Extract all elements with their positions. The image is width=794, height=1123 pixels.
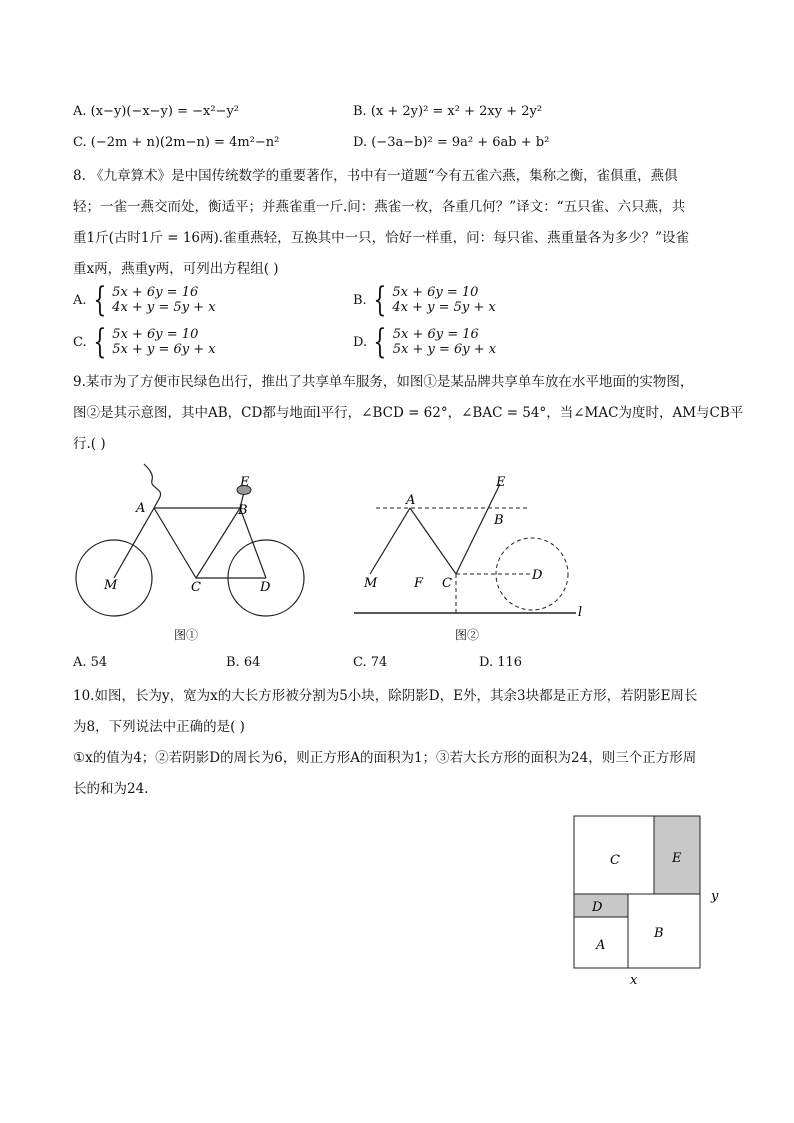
label-a: A: [406, 493, 416, 508]
q8-option-c: [73, 322, 216, 362]
segment-ce: [456, 484, 500, 574]
label-c: C: [442, 576, 452, 591]
label-m: M: [104, 578, 118, 593]
equation-2: 5x + y = 6y + x: [392, 342, 497, 357]
label-y: y: [711, 889, 719, 904]
label-e: E: [672, 851, 682, 866]
brace-symbol: {: [92, 280, 106, 320]
equation-1: 5x + 6y = 16: [392, 327, 479, 342]
equation-2: 5x + y = 6y + x: [112, 342, 216, 357]
q8-text-line4: 重x两，燕重y两，可列出方程组( ): [73, 261, 279, 277]
equation-1: 5x + 6y = 10: [112, 327, 199, 342]
q7-option-a: A. (x−y)(−x−y) = −x²−y²: [73, 104, 240, 119]
option-label: B.: [353, 292, 367, 308]
option-label: D.: [353, 334, 368, 350]
brace-symbol: {: [373, 280, 386, 320]
q8-option-d: [353, 322, 497, 362]
q9-option-b: B. 64: [226, 655, 261, 670]
label-a: A: [596, 938, 606, 953]
equation-1: 5x + 6y = 16: [112, 285, 199, 300]
label-l: l: [578, 605, 583, 620]
label-c: C: [610, 853, 620, 868]
frame-lines: [114, 508, 240, 578]
q8-text-line2: 轻；一雀一燕交而处，衡适平；并燕雀重一斤.问：燕雀一枚，各重几何？”译文：“五只雀、六只燕，共: [73, 199, 686, 215]
q7-option-c: C. (−2m + n)(2m−n) = 4m²−n²: [73, 135, 280, 150]
q7-option-d: D. (−3a−b)² = 9a² + 6ab + b²: [353, 135, 550, 150]
seat-post: [144, 464, 161, 508]
label-b: B: [238, 503, 248, 518]
q9-text-line1: 9.某市为了方便市民绿色出行，推出了共享单车服务，如图①是某品牌共享单车放在水平地面的实物图，: [73, 374, 694, 390]
q8-text-line3: 重1斤(古时1斤 = 16两).雀重燕轻，互换其中一只，恰好一样重，问：每只雀、燕重量各为多少？”设雀: [73, 230, 689, 246]
figure-2-schematic: [350, 470, 590, 620]
q10-text-line3: ①x的值为4；②若阴影D的周长为6，则正方形A的面积为1；③若大长方形的面积为24，则三个正方形周: [73, 750, 697, 766]
figure-1-caption: 图①: [174, 628, 199, 642]
label-c: C: [191, 580, 201, 595]
q8-option-a: [73, 280, 216, 320]
label-f: F: [414, 576, 424, 591]
option-label: A.: [73, 292, 87, 308]
q10-text-line4: 长的和为24.: [73, 781, 149, 797]
figure-2-caption: 图②: [455, 628, 480, 642]
q7-option-b: B. (x + 2y)² = x² + 2xy + 2y²: [353, 104, 543, 119]
label-d: D: [592, 900, 603, 915]
label-d: D: [532, 568, 543, 583]
q10-text-line2: 为8，下列说法中正确的是( ): [73, 719, 245, 735]
q9-option-c: C. 74: [353, 655, 388, 670]
label-e: E: [240, 475, 250, 490]
equation-1: 5x + 6y = 10: [392, 285, 479, 300]
fork: [240, 508, 266, 578]
q8-option-b: [353, 280, 496, 320]
brace-symbol: {: [373, 322, 387, 362]
q9-option-a: A. 54: [73, 655, 108, 670]
label-a: A: [136, 501, 146, 516]
brace-symbol: {: [92, 322, 106, 362]
q8-text-line1: 8. 《九章算术》是中国传统数学的重要著作，书中有一道题“今有五雀六燕，集称之衡，雀俱重，燕俱: [73, 168, 678, 184]
q10-text-line1: 10.如图，长为y，宽为x的大长方形被分割为5小块，除阴影D，E外，其余3块都是正方形，若阴影E周长: [73, 688, 698, 704]
figure-rectangle-partition: [566, 808, 736, 993]
segment-am: [370, 508, 410, 574]
label-d: D: [260, 580, 271, 595]
q9-text-line3: 行.( ): [73, 436, 106, 452]
label-e: E: [496, 475, 506, 490]
label-b: B: [654, 926, 664, 941]
q9-option-d: D. 116: [479, 655, 523, 670]
q9-text-line2: 图②是其示意图，其中AB，CD都与地面l平行，∠BCD = 62°，∠BAC = 54°，当∠MAC为度时，AM与CB平: [73, 405, 744, 421]
label-x: x: [630, 973, 638, 988]
equation-2: 4x + y = 5y + x: [392, 300, 496, 315]
figure-1-bicycle: [70, 460, 310, 620]
segment-ac: [410, 508, 456, 574]
equation-2: 4x + y = 5y + x: [112, 300, 216, 315]
label-m: M: [364, 576, 378, 591]
option-label: C.: [73, 334, 87, 350]
label-b: B: [494, 513, 504, 528]
